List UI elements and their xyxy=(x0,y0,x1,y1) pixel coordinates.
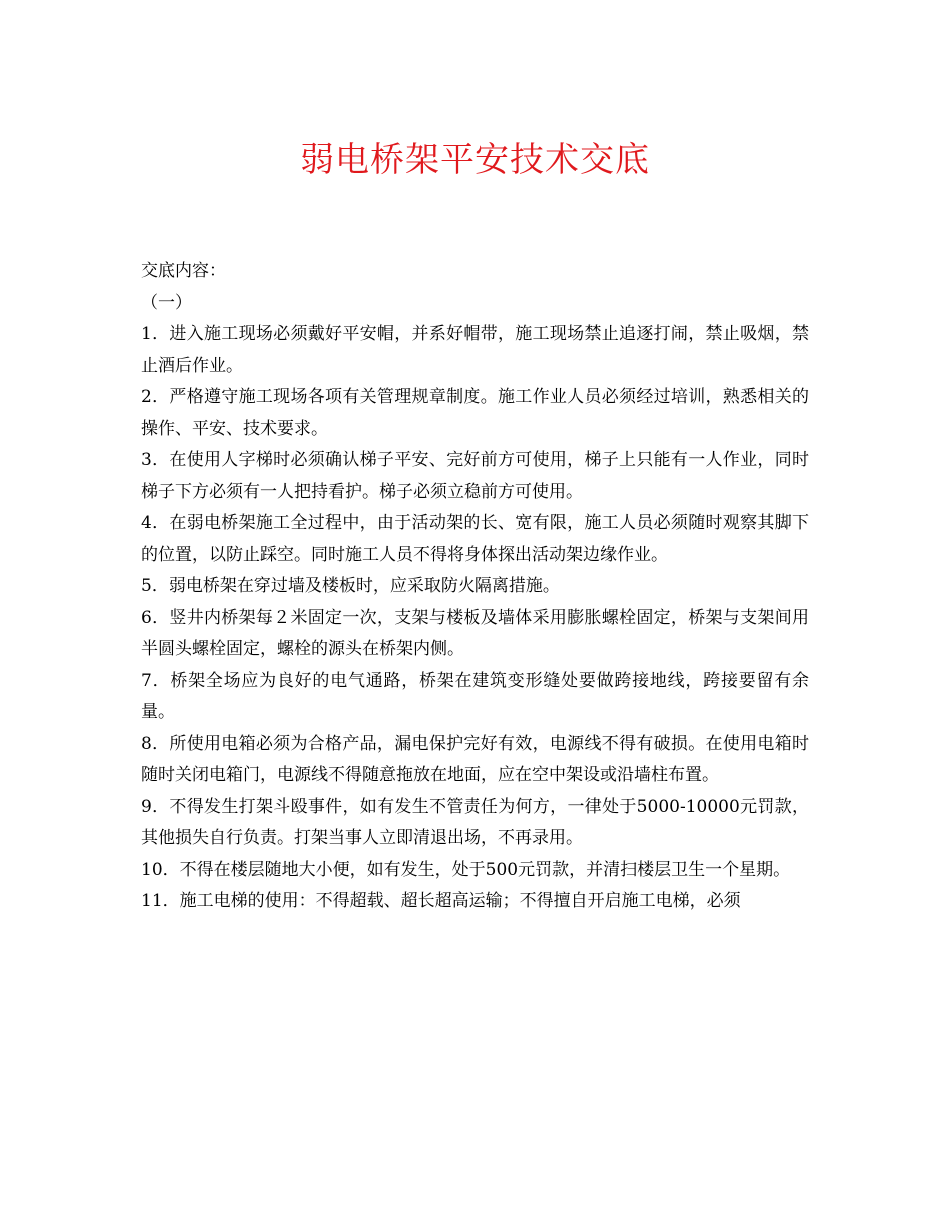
list-item: 9．不得发生打架斗殴事件，如有发生不管责任为何方，一律处于5000-10000元罚款，其他损失自行负责。打架当事人立即清退出场，不再录用。 xyxy=(141,796,809,848)
document-title: 弱电桥架平安技术交底 xyxy=(300,140,650,180)
intro-label: 交底内容： xyxy=(141,261,226,281)
list-item: 3．在使用人字梯时必须确认梯子平安、完好前方可使用，梯子上只能有一人作业，同时梯子下方必须有一人把持看护。梯子必须立稳前方可使用。 xyxy=(141,450,809,502)
list-item: 11．施工电梯的使用：不得超载、超长超高运输；不得擅自开启施工电梯，必须 xyxy=(141,891,741,911)
list-item: 10．不得在楼层随地大小便，如有发生，处于500元罚款，并清扫楼层卫生一个星期。 xyxy=(141,859,791,880)
list-item: 8．所使用电箱必须为合格产品，漏电保护完好有效，电源线不得有破损。在使用电箱时随时关闭电箱门，电源线不得随意拖放在地面，应在空中架设或沿墙柱布置。 xyxy=(141,733,809,785)
section-label: （一） xyxy=(141,292,192,313)
document-body xyxy=(141,256,809,918)
list-item: 1．进入施工现场必须戴好平安帽，并系好帽带，施工现场禁止追逐打闹，禁止吸烟，禁止酒后作业。 xyxy=(141,324,809,376)
list-item: 2．严格遵守施工现场各项有关管理规章制度。施工作业人员必须经过培训，熟悉相关的操作、平安、技术要求。 xyxy=(141,387,809,439)
list-item: 5．弱电桥架在穿过墙及楼板时，应采取防火隔离措施。 xyxy=(141,576,560,596)
list-item: 6．竖井内桥架每２米固定一次，支架与楼板及墙体采用膨胀螺栓固定，桥架与支架间用半圆头螺栓固定，螺栓的源头在桥架内侧。 xyxy=(141,607,809,659)
list-item: 7．桥架全场应为良好的电气通路，桥架在建筑变形缝处要做跨接地线，跨接要留有余量。 xyxy=(141,670,809,722)
list-item: 4．在弱电桥架施工全过程中，由于活动架的长、宽有限，施工人员必须随时观察其脚下的位置，以防止踩空。同时施工人员不得将身体探出活动架边缘作业。 xyxy=(141,513,809,565)
